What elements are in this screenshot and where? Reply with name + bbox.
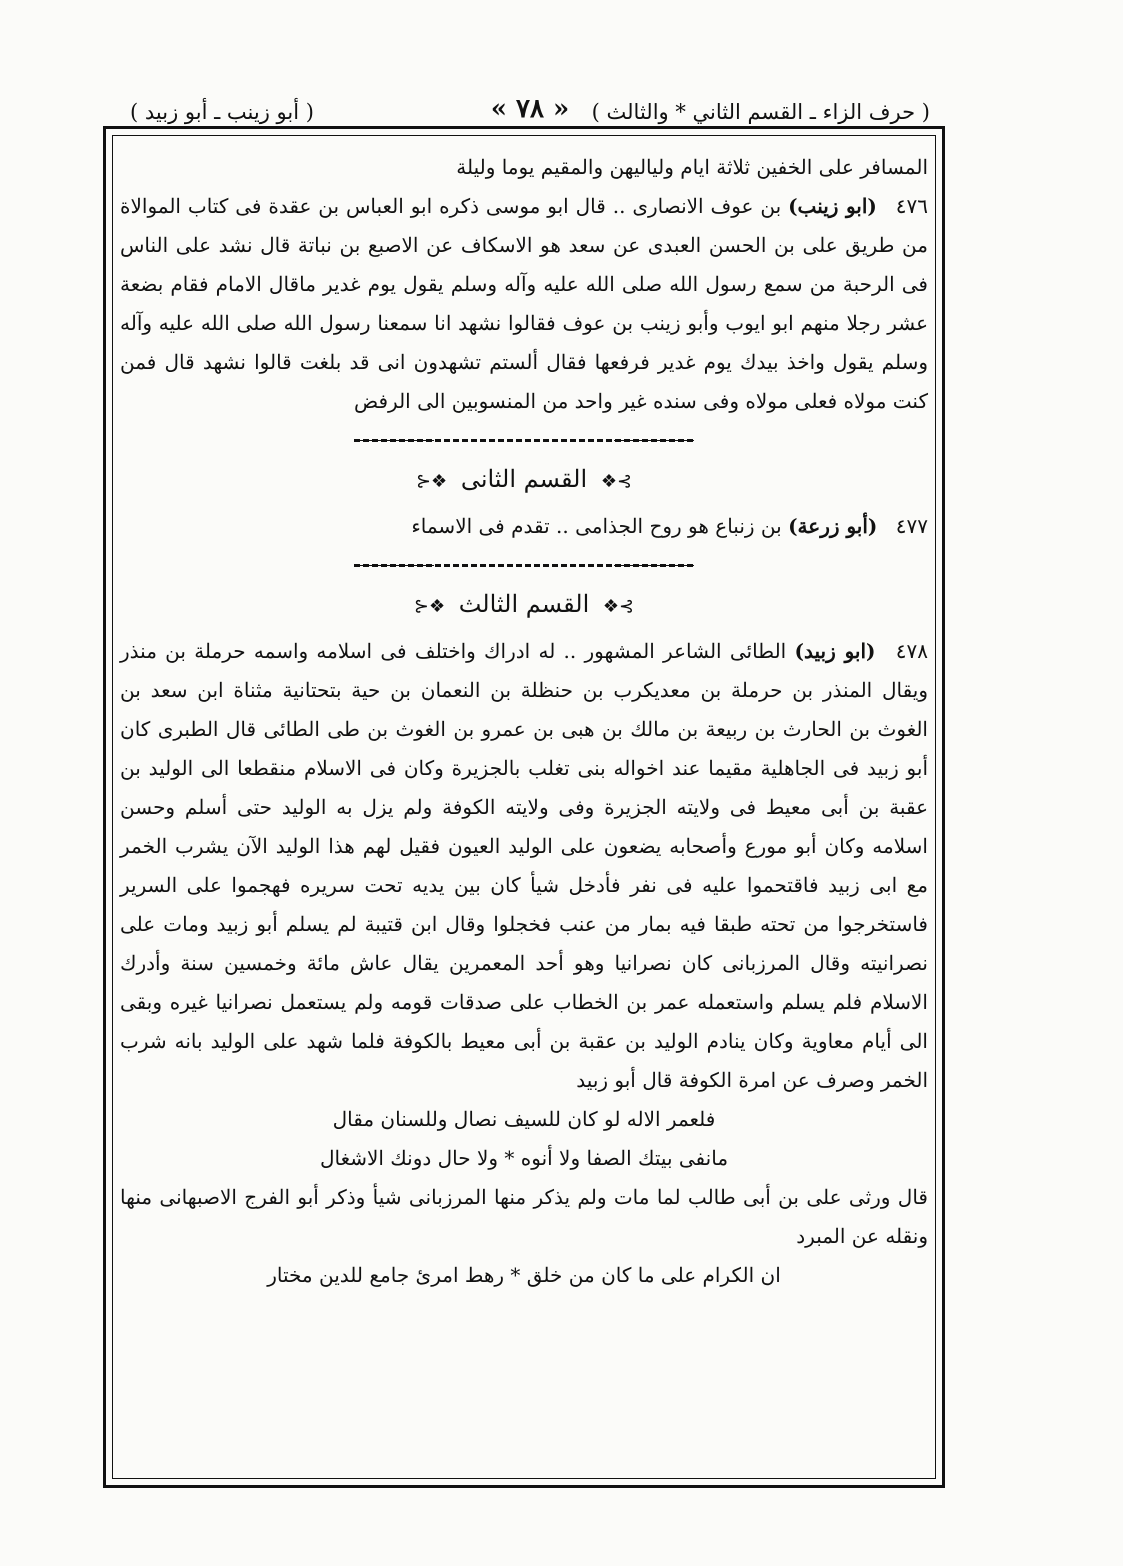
verse-line: مانفى بيتك الصفا ولا أنوه * ولا حال دونك الاشغال bbox=[319, 1146, 729, 1170]
entry-number: ٤٧٦ bbox=[895, 194, 929, 218]
section-heading-2 bbox=[120, 460, 928, 501]
header-entries-title: ( أبو زينب ـ أبو زبيد ) bbox=[130, 100, 314, 124]
entry-name: (ابو زبيد) bbox=[794, 639, 876, 663]
ornament-icon: ❖⊰ bbox=[415, 471, 448, 492]
header-chapter-title: ( حرف الزاء ـ القسم الثاني * والثالث ) bbox=[591, 100, 930, 124]
entry-478 bbox=[120, 632, 928, 1100]
section-heading-3 bbox=[120, 585, 928, 626]
ornament-icon: ❖⊰ bbox=[413, 596, 446, 617]
entry-text: الطائى الشاعر المشهور .. له ادراك واختلف فى اسلامه واسمه حرملة بن منذر ويقال المنذر بن حرملة بن معديكرب بن حنظلة بن النعمان بن حية بتحتانية مثناة ابن سعد بن الغوث بن الحارث بن ربيعة بن مالك بن هبى بن عمرو بن الغوث بن طى الطائى قال الطبرى كان أبو زبيد فى الجاهلية مقيما عند اخواله بنى تغلب بالجزيرة وكان فى الاسلام منقطعا الى الوليد بن عقبة بن أبى معيط فى ولايته الجزيرة وفى ولايته الكوفة ولم يزل به الوليد حتى أسلم وحسن اسلامه وكان أبو مورع وأصحابه يضعون على الوليد العيون فقيل لهم هذا الوليد الآن يشرب الخمر مع ابى زبيد فاقتحموا عليه فى نفر فأدخل شيأ كان بين يديه تحت سريره فهجموا على السرير فاستخرجوا من تحته طبقا فيه بمار من عنب فخجلوا وقال ابن قتيبة لم يسلم أبو زبيد ومات على نصرانيته وقال المرزبانى كان نصرانيا وهو أحد المعمرين يقال عاش مائة وخمسين سنة وأدرك الاسلام فلم يسلم واستعمله عمر بن الخطاب على صدقات قومه ولم يستعمل نصرانيا غيره وبقى الى أيام معاوية وكان ينادم الوليد بن عقبة بن أبى معيط بالكوفة فلما شهد على الوليد بانه شرب الخمر وصرف عن امرة الكوفة قال أبو زبيد bbox=[120, 639, 928, 1092]
entry-text: بن زنباع هو روح الجذامى .. تقدم فى الاسماء bbox=[411, 514, 782, 538]
paragraph: قال ورثى على بن أبى طالب لما مات ولم يذكر منها المرزبانى شيأ وذكر أبو الفرج الاصبهانى منها ونقله عن المبرد bbox=[120, 1185, 928, 1248]
entry-477 bbox=[120, 507, 928, 546]
ornamental-divider bbox=[354, 439, 694, 442]
entry-name: (ابو زينب) bbox=[788, 194, 877, 218]
entry-text: بن عوف الانصارى .. قال ابو موسى ذكره ابو العباس بن عقدة فى كتاب الموالاة من طريق على بن الحسن العبدى عن سعد هو الاسكاف عن الاصبع بن نباتة قال نشد على الناس فى الرحبة من سمع رسول الله صلى الله عليه وآله وسلم يقول يوم غدير ماقال الامام فقام بضعة عشر رجلا منهم ابو ايوب وأبو زينب بن عوف فقالوا نشهد انا سمعنا رسول الله صلى الله عليه وآله وسلم يقول واخذ بيدك يوم غدير فرفعها فقال ألستم تشهدون انى قد بلغت قالوا نشهد قال فمن كنت مولاه فعلى مولاه وفى سنده غير واحد من المنسوبين الى الرفض bbox=[120, 194, 928, 413]
ornament-icon: ⊱❖ bbox=[602, 596, 635, 617]
entry-number: ٤٧٨ bbox=[895, 639, 929, 663]
section-title: القسم الثانى bbox=[460, 465, 588, 493]
page-body bbox=[120, 148, 928, 1295]
continuation-line: المسافر على الخفين ثلاثة ايام ولياليهن والمقيم يوما وليلة bbox=[456, 155, 928, 179]
verse-line: فلعمر الاله لو كان للسيف نصال وللسنان مقال bbox=[332, 1107, 716, 1131]
entry-number: ٤٧٧ bbox=[895, 514, 928, 538]
ornamental-divider bbox=[354, 564, 694, 567]
page-number: « ٧٨ » bbox=[490, 94, 570, 124]
entry-476 bbox=[120, 187, 928, 421]
section-title: القسم الثالث bbox=[458, 590, 590, 618]
verse-line: ان الكرام على ما كان من خلق * رهط امرئ جامع للدين مختار bbox=[267, 1263, 781, 1287]
ornament-icon: ⊱❖ bbox=[600, 471, 633, 492]
entry-name: (أبو زرعة) bbox=[788, 514, 878, 538]
